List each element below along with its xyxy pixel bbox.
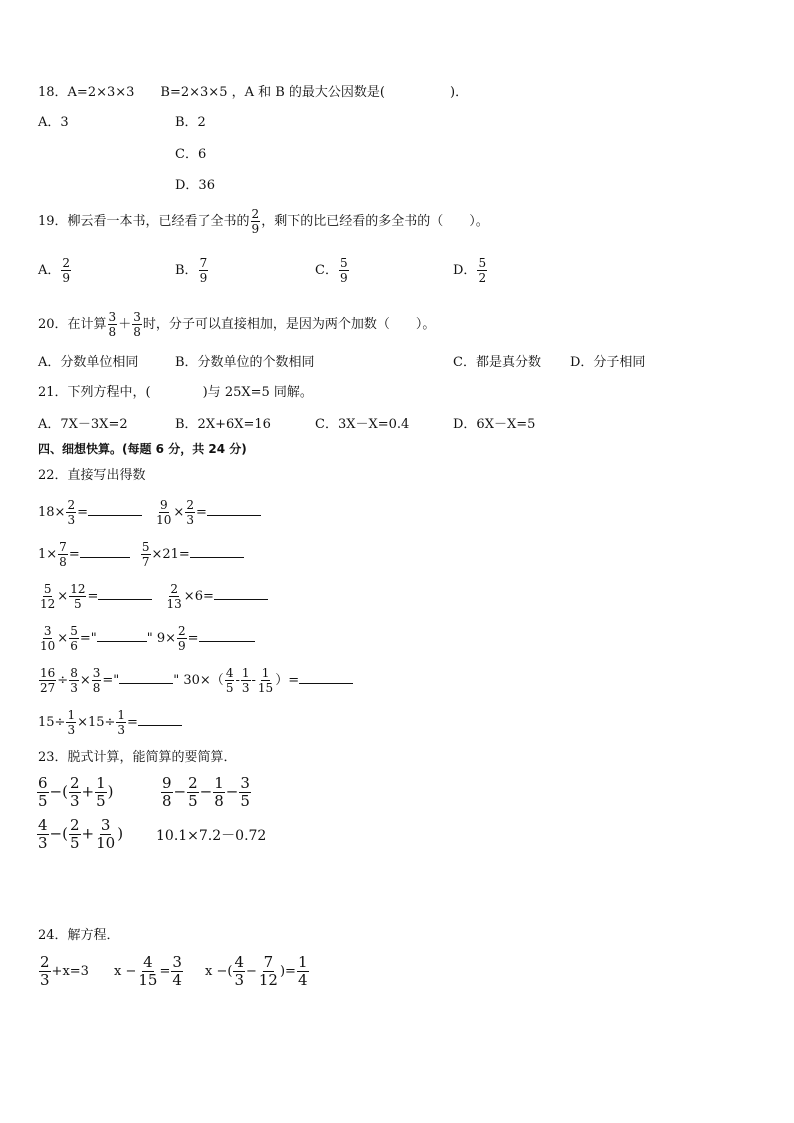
q20-option-a[interactable]: A．分数单位相同	[38, 355, 139, 370]
q19-option-b[interactable]: B． $\frac{7}{9}$	[175, 256, 208, 285]
q23-expr3: $\frac{4}{3}$ −( $\frac{2}{5}$ + $\frac{3}{10}$ )	[38, 816, 124, 852]
q24-equation3: x −( $\frac{4}{3}$ − $\frac{7}{12}$ )= $\frac{1}{4}$	[205, 953, 308, 989]
q19-stem-fraction: $\frac{2}{9}$	[251, 207, 260, 236]
q23-expr2: $\frac{9}{8}$ − $\frac{2}{5}$ − $\frac{1}{8}$ − $\frac{3}{5}$	[162, 774, 250, 810]
q23-title: 23．脱式计算，能简算的要简算．	[38, 750, 237, 765]
q18-option-a[interactable]: A．3	[38, 115, 69, 130]
q18-option-b[interactable]: B．2	[175, 115, 206, 130]
q20-option-b[interactable]: B．分数单位的个数相同	[175, 355, 315, 370]
answer-blank[interactable]	[138, 713, 182, 726]
q22-row2: 1× $\frac{7}{8}$ = $\frac{5}{7}$ ×21=	[38, 541, 244, 568]
q20-option-d[interactable]: D．分子相同	[570, 355, 646, 370]
answer-blank[interactable]	[214, 587, 268, 600]
answer-blank[interactable]	[80, 545, 130, 558]
answer-blank[interactable]	[97, 629, 147, 642]
q20-option-c[interactable]: C．都是真分数	[453, 355, 541, 370]
answer-blank[interactable]	[119, 671, 173, 684]
q21-option-a[interactable]: A．7X－3X=2	[38, 417, 128, 432]
q24-equation1: $\frac{2}{3}$ +x=3	[40, 953, 89, 989]
q22-row6: 15÷ $\frac{1}{3}$ ×15÷ $\frac{1}{3}$ =	[38, 709, 182, 736]
q22-title: 22．直接写出得数	[38, 468, 146, 483]
answer-blank[interactable]	[88, 503, 142, 516]
q22-row4: $\frac{3}{10}$ × $\frac{5}{6}$ =" " 9× $\frac{2}{9}$ =	[38, 625, 255, 652]
q19-option-a[interactable]: A． $\frac{2}{9}$	[38, 256, 71, 285]
q21-option-b[interactable]: B．2X+6X=16	[175, 417, 271, 432]
q19-option-d[interactable]: D． $\frac{5}{2}$	[453, 256, 487, 285]
q23-expr1: $\frac{6}{5}$ −( $\frac{2}{3}$ + $\frac{1}{5}$ )	[38, 774, 114, 810]
q18-option-c[interactable]: C．6	[175, 147, 207, 162]
answer-blank[interactable]	[299, 671, 353, 684]
q18-stem: 18．A=2×3×3 B=2×3×5 ，A 和 B 的最大公因数是( )．	[38, 85, 469, 100]
q24-title: 24．解方程．	[38, 928, 120, 943]
q18-option-d[interactable]: D．36	[175, 178, 215, 193]
q22-row1: 18× $\frac{2}{3}$ = $\frac{9}{10}$ × $\frac{2}{3}$ =	[38, 499, 261, 526]
answer-blank[interactable]	[190, 545, 244, 558]
answer-blank[interactable]	[98, 587, 152, 600]
q24-equation2: x − $\frac{4}{15}$ = $\frac{3}{4}$	[114, 953, 182, 989]
q21-option-c[interactable]: C．3X－X=0.4	[315, 417, 410, 432]
q20-stem: 20．在计算 $\frac{3}{8}$ ＋ $\frac{3}{8}$ 时，分子可以直接相加，是因为两个加数（ ）。	[38, 310, 436, 339]
q22-row5: $\frac{16}{27}$ ÷ $\frac{8}{3}$ × $\frac{3}{8}$ =" " 30×（ $\frac{4}{5}$ - $\frac{1}{3}$ - $\frac{1}{15}$ ）=	[38, 667, 353, 694]
q19-stem: 19．柳云看一本书，已经看了全书的 $\frac{2}{9}$ ，剩下的比已经看的多全书的（ ）。	[38, 207, 489, 236]
q21-stem: 21．下列方程中，( )与 25X=5 同解。	[38, 385, 313, 400]
q19-option-c[interactable]: C． $\frac{5}{9}$	[315, 256, 348, 285]
section-4-heading: 四、细想快算。(每题 6 分，共 24 分)	[38, 442, 247, 456]
q22-row3: $\frac{5}{12}$ × $\frac{12}{5}$ = $\frac{2}{13}$ ×6=	[38, 583, 268, 610]
q23-expr4: 10.1×7.2－0.72	[156, 828, 267, 844]
q21-option-d[interactable]: D．6X－X=5	[453, 417, 536, 432]
answer-blank[interactable]	[207, 503, 261, 516]
answer-blank[interactable]	[199, 629, 255, 642]
